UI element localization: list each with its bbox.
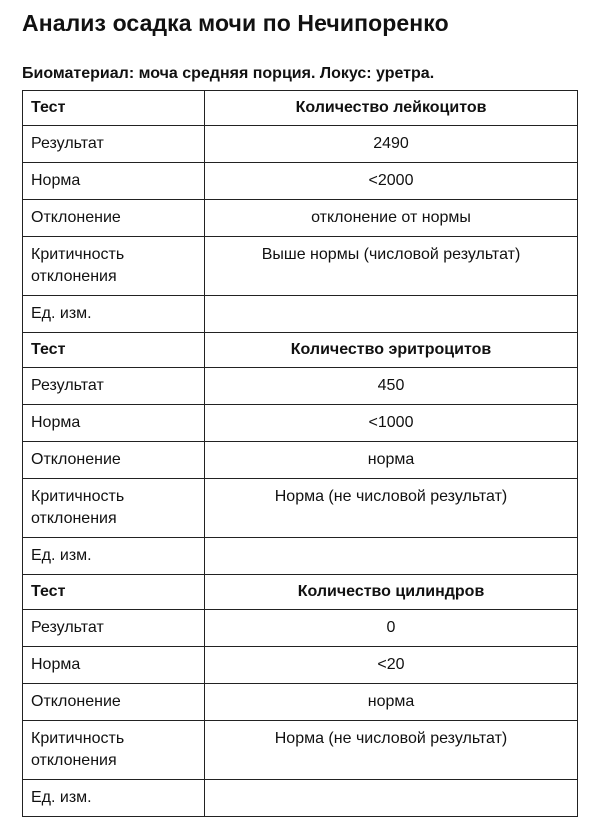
- unit-row: [23, 538, 578, 575]
- deviation-label: Отклонение: [23, 442, 205, 479]
- criticality-label: Критичность отклонения: [23, 479, 205, 538]
- deviation-row: [23, 442, 578, 479]
- norm-label: Норма: [23, 163, 205, 200]
- unit-row: [23, 780, 578, 817]
- page-title: Анализ осадка мочи по Нечипоренко: [22, 10, 449, 36]
- unit-label: Ед. изм.: [23, 296, 205, 333]
- norm-value: <1000: [205, 405, 578, 442]
- unit-label: Ед. изм.: [23, 780, 205, 817]
- test-header-row: [23, 91, 578, 126]
- deviation-value: отклонение от нормы: [205, 200, 578, 237]
- unit-value: [205, 538, 578, 575]
- test-name: Количество лейкоцитов: [205, 91, 578, 126]
- norm-value: <2000: [205, 163, 578, 200]
- test-name: Количество цилиндров: [205, 575, 578, 610]
- result-row: [23, 126, 578, 163]
- unit-value: [205, 296, 578, 333]
- norm-label: Норма: [23, 647, 205, 684]
- norm-label: Норма: [23, 405, 205, 442]
- deviation-value: норма: [205, 684, 578, 721]
- norm-row: [23, 647, 578, 684]
- norm-value: <20: [205, 647, 578, 684]
- result-value: 450: [205, 368, 578, 405]
- deviation-row: [23, 684, 578, 721]
- test-name: Количество эритроцитов: [205, 333, 578, 368]
- criticality-row: [23, 721, 578, 780]
- result-row: [23, 610, 578, 647]
- deviation-value: норма: [205, 442, 578, 479]
- norm-row: [23, 405, 578, 442]
- deviation-row: [23, 200, 578, 237]
- unit-value: [205, 780, 578, 817]
- criticality-value: Норма (не числовой результат): [205, 721, 578, 780]
- criticality-value: Выше нормы (числовой результат): [205, 237, 578, 296]
- deviation-label: Отклонение: [23, 200, 205, 237]
- unit-row: [23, 296, 578, 333]
- deviation-label: Отклонение: [23, 684, 205, 721]
- unit-label: Ед. изм.: [23, 538, 205, 575]
- test-label: Тест: [23, 575, 205, 610]
- criticality-label: Критичность отклонения: [23, 721, 205, 780]
- criticality-label: Критичность отклонения: [23, 237, 205, 296]
- result-value: 0: [205, 610, 578, 647]
- biomaterial-subtitle: Биоматериал: моча средняя порция. Локус: уретра.: [22, 65, 435, 82]
- result-value: 2490: [205, 126, 578, 163]
- criticality-value: Норма (не числовой результат): [205, 479, 578, 538]
- results-table: [22, 90, 578, 817]
- result-row: [23, 368, 578, 405]
- result-label: Результат: [23, 126, 205, 163]
- test-label: Тест: [23, 91, 205, 126]
- test-header-row: [23, 333, 578, 368]
- test-header-row: [23, 575, 578, 610]
- test-label: Тест: [23, 333, 205, 368]
- criticality-row: [23, 479, 578, 538]
- criticality-row: [23, 237, 578, 296]
- result-label: Результат: [23, 610, 205, 647]
- result-label: Результат: [23, 368, 205, 405]
- norm-row: [23, 163, 578, 200]
